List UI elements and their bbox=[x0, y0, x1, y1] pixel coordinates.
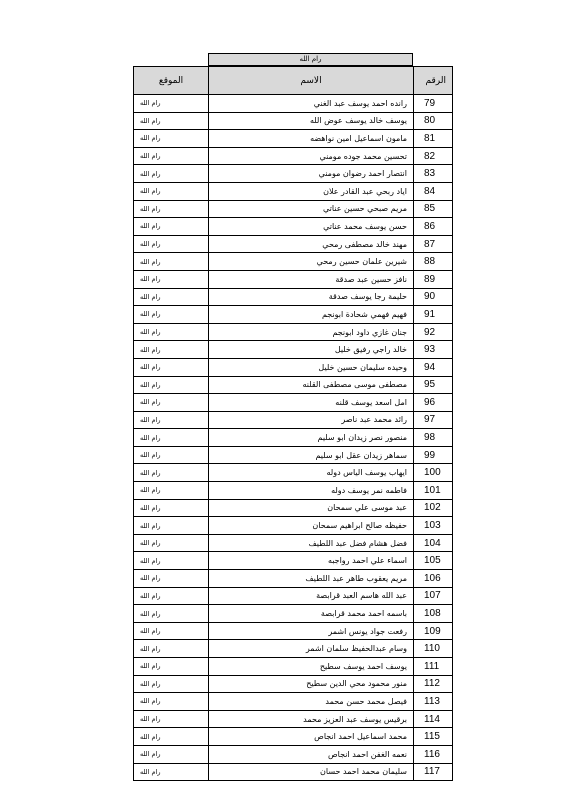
cell-number: 95 bbox=[414, 376, 453, 394]
cell-name: وحيده سليمان حسين خليل bbox=[209, 358, 414, 376]
cell-location: رام الله bbox=[134, 376, 209, 394]
table-row bbox=[134, 710, 453, 728]
table-row bbox=[134, 95, 453, 113]
cell-location: رام الله bbox=[134, 534, 209, 552]
column-header-number: الرقم bbox=[414, 67, 453, 95]
cell-name: يوسف احمد يوسف سطيح bbox=[209, 658, 414, 676]
cell-number: 88 bbox=[414, 253, 453, 271]
table-row bbox=[134, 693, 453, 711]
cell-number: 86 bbox=[414, 218, 453, 236]
cell-name: انتصار احمد رضوان مومني bbox=[209, 165, 414, 183]
column-header-name: الاسم bbox=[209, 67, 414, 95]
cell-number: 109 bbox=[414, 622, 453, 640]
cell-number: 110 bbox=[414, 640, 453, 658]
cell-name: سليمان محمد احمد حسان bbox=[209, 763, 414, 781]
cell-name: رانده احمد يوسف عبد الغني bbox=[209, 95, 414, 113]
table-row bbox=[134, 429, 453, 447]
cell-name: تحسين محمد جوده مومني bbox=[209, 147, 414, 165]
cell-name: حليمة رجا يوسف صدقة bbox=[209, 288, 414, 306]
table-row bbox=[134, 358, 453, 376]
cell-number: 81 bbox=[414, 130, 453, 148]
table-row bbox=[134, 270, 453, 288]
cell-location: رام الله bbox=[134, 763, 209, 781]
cell-number: 114 bbox=[414, 710, 453, 728]
cell-number: 97 bbox=[414, 411, 453, 429]
cell-number: 117 bbox=[414, 763, 453, 781]
cell-location: رام الله bbox=[134, 218, 209, 236]
cell-location: رام الله bbox=[134, 288, 209, 306]
cell-name: حفيظه صالح ابراهيم سمحان bbox=[209, 517, 414, 535]
cell-name: يوسف خالد يوسف عوض الله bbox=[209, 112, 414, 130]
cell-location: رام الله bbox=[134, 130, 209, 148]
cell-name: عبد الله هاسم العبد قرابصة bbox=[209, 587, 414, 605]
table-row bbox=[134, 130, 453, 148]
cell-location: رام الله bbox=[134, 358, 209, 376]
cell-location: رام الله bbox=[134, 411, 209, 429]
cell-location: رام الله bbox=[134, 429, 209, 447]
cell-number: 93 bbox=[414, 341, 453, 359]
table-row bbox=[134, 658, 453, 676]
table-row bbox=[134, 622, 453, 640]
table-row bbox=[134, 482, 453, 500]
cell-number: 96 bbox=[414, 394, 453, 412]
cell-name: فيصل محمد حسن محمد bbox=[209, 693, 414, 711]
cell-name: باسمه احمد محمد قرابصة bbox=[209, 605, 414, 623]
column-header-location: الموقع bbox=[134, 67, 209, 95]
cell-name: مصطفى موسى مصطفى القلنه bbox=[209, 376, 414, 394]
cell-location: رام الله bbox=[134, 270, 209, 288]
cell-number: 100 bbox=[414, 464, 453, 482]
cell-location: رام الله bbox=[134, 587, 209, 605]
table-row bbox=[134, 182, 453, 200]
cell-number: 98 bbox=[414, 429, 453, 447]
cell-location: رام الله bbox=[134, 675, 209, 693]
table-row bbox=[134, 288, 453, 306]
table-header bbox=[134, 67, 453, 95]
cell-number: 115 bbox=[414, 728, 453, 746]
table-row bbox=[134, 411, 453, 429]
cell-location: رام الله bbox=[134, 95, 209, 113]
cell-name: منصور نصر زيدان ابو سليم bbox=[209, 429, 414, 447]
cell-number: 87 bbox=[414, 235, 453, 253]
cell-name: رفعت جواد يونس اشمر bbox=[209, 622, 414, 640]
table-row bbox=[134, 200, 453, 218]
cell-location: رام الله bbox=[134, 710, 209, 728]
cell-name: فاطمه نمر يوسف دوله bbox=[209, 482, 414, 500]
table-row bbox=[134, 464, 453, 482]
cell-name: فضل هشام فضل عبد اللطيف bbox=[209, 534, 414, 552]
cell-name: مهند خالد مصطفى رمحي bbox=[209, 235, 414, 253]
cell-name: اسماء علي احمد رواجبه bbox=[209, 552, 414, 570]
cell-location: رام الله bbox=[134, 112, 209, 130]
table-row bbox=[134, 394, 453, 412]
table-row bbox=[134, 763, 453, 781]
cell-location: رام الله bbox=[134, 394, 209, 412]
cell-location: رام الله bbox=[134, 200, 209, 218]
cell-name: نعمه الغفن احمد انجاص bbox=[209, 745, 414, 763]
cell-number: 94 bbox=[414, 358, 453, 376]
table-row bbox=[134, 147, 453, 165]
cell-name: شيرين علمان حسين رمحي bbox=[209, 253, 414, 271]
cell-number: 104 bbox=[414, 534, 453, 552]
cell-number: 80 bbox=[414, 112, 453, 130]
cell-number: 108 bbox=[414, 605, 453, 623]
cell-location: رام الله bbox=[134, 482, 209, 500]
cell-name: حسن يوسف محمد عناتي bbox=[209, 218, 414, 236]
roster-table bbox=[133, 66, 453, 781]
table-row bbox=[134, 218, 453, 236]
table-row bbox=[134, 640, 453, 658]
cell-number: 106 bbox=[414, 570, 453, 588]
cell-number: 84 bbox=[414, 182, 453, 200]
table-row bbox=[134, 499, 453, 517]
cell-name: مريم يعقوب طاهر عبد اللطيف bbox=[209, 570, 414, 588]
cell-number: 105 bbox=[414, 552, 453, 570]
cell-location: رام الله bbox=[134, 552, 209, 570]
cell-number: 107 bbox=[414, 587, 453, 605]
table-row bbox=[134, 165, 453, 183]
cell-name: امل اسعد يوسف قلنه bbox=[209, 394, 414, 412]
cell-number: 85 bbox=[414, 200, 453, 218]
cell-name: فهيم فهمي شحادة ابونجم bbox=[209, 306, 414, 324]
cell-number: 92 bbox=[414, 323, 453, 341]
city-header: رام الله bbox=[208, 53, 413, 66]
table-row bbox=[134, 728, 453, 746]
cell-location: رام الله bbox=[134, 147, 209, 165]
cell-number: 103 bbox=[414, 517, 453, 535]
cell-name: محمد اسماعيل احمد انجاص bbox=[209, 728, 414, 746]
cell-number: 91 bbox=[414, 306, 453, 324]
cell-location: رام الله bbox=[134, 323, 209, 341]
cell-location: رام الله bbox=[134, 499, 209, 517]
cell-location: رام الله bbox=[134, 693, 209, 711]
cell-name: برقيس يوسف عبد العزيز محمد bbox=[209, 710, 414, 728]
table-row bbox=[134, 570, 453, 588]
cell-name: نافز حسين عبد صدقة bbox=[209, 270, 414, 288]
table-body bbox=[134, 95, 453, 781]
cell-location: رام الله bbox=[134, 605, 209, 623]
table-row bbox=[134, 253, 453, 271]
cell-location: رام الله bbox=[134, 235, 209, 253]
table-row bbox=[134, 552, 453, 570]
table-row bbox=[134, 587, 453, 605]
cell-location: رام الله bbox=[134, 570, 209, 588]
cell-name: مريم صبحي حسين عناتي bbox=[209, 200, 414, 218]
table-row bbox=[134, 323, 453, 341]
cell-location: رام الله bbox=[134, 640, 209, 658]
cell-number: 101 bbox=[414, 482, 453, 500]
cell-location: رام الله bbox=[134, 306, 209, 324]
cell-name: مامون اسماعيل امين نواهضه bbox=[209, 130, 414, 148]
table-row bbox=[134, 306, 453, 324]
cell-location: رام الله bbox=[134, 341, 209, 359]
cell-number: 116 bbox=[414, 745, 453, 763]
table-row bbox=[134, 235, 453, 253]
cell-name: جنان غازي داود ابونجم bbox=[209, 323, 414, 341]
cell-number: 82 bbox=[414, 147, 453, 165]
table-row bbox=[134, 446, 453, 464]
table-row bbox=[134, 112, 453, 130]
cell-location: رام الله bbox=[134, 622, 209, 640]
cell-number: 79 bbox=[414, 95, 453, 113]
cell-number: 102 bbox=[414, 499, 453, 517]
cell-name: وسام عبدالحفيظ سلمان اشمر bbox=[209, 640, 414, 658]
table-row bbox=[134, 534, 453, 552]
cell-name: خالد راجي رفيق خليل bbox=[209, 341, 414, 359]
table-row bbox=[134, 517, 453, 535]
cell-number: 90 bbox=[414, 288, 453, 306]
cell-location: رام الله bbox=[134, 517, 209, 535]
table-row bbox=[134, 675, 453, 693]
cell-number: 83 bbox=[414, 165, 453, 183]
cell-name: ايهاب يوسف الياس دوله bbox=[209, 464, 414, 482]
cell-location: رام الله bbox=[134, 745, 209, 763]
cell-location: رام الله bbox=[134, 182, 209, 200]
cell-number: 111 bbox=[414, 658, 453, 676]
cell-location: رام الله bbox=[134, 728, 209, 746]
cell-number: 89 bbox=[414, 270, 453, 288]
cell-name: عبد موسى علي سمحان bbox=[209, 499, 414, 517]
cell-number: 99 bbox=[414, 446, 453, 464]
cell-location: رام الله bbox=[134, 253, 209, 271]
cell-number: 112 bbox=[414, 675, 453, 693]
cell-location: رام الله bbox=[134, 446, 209, 464]
cell-name: رائد محمد عبد ناصر bbox=[209, 411, 414, 429]
cell-name: اياد ربحي عبد القادر علان bbox=[209, 182, 414, 200]
cell-location: رام الله bbox=[134, 658, 209, 676]
cell-name: سماهر زيدان عقل ابو سليم bbox=[209, 446, 414, 464]
cell-location: رام الله bbox=[134, 165, 209, 183]
table-row bbox=[134, 745, 453, 763]
cell-number: 113 bbox=[414, 693, 453, 711]
cell-location: رام الله bbox=[134, 464, 209, 482]
cell-name: منور محمود محي الدين سطيح bbox=[209, 675, 414, 693]
table-row bbox=[134, 605, 453, 623]
table-row bbox=[134, 341, 453, 359]
table-row bbox=[134, 376, 453, 394]
